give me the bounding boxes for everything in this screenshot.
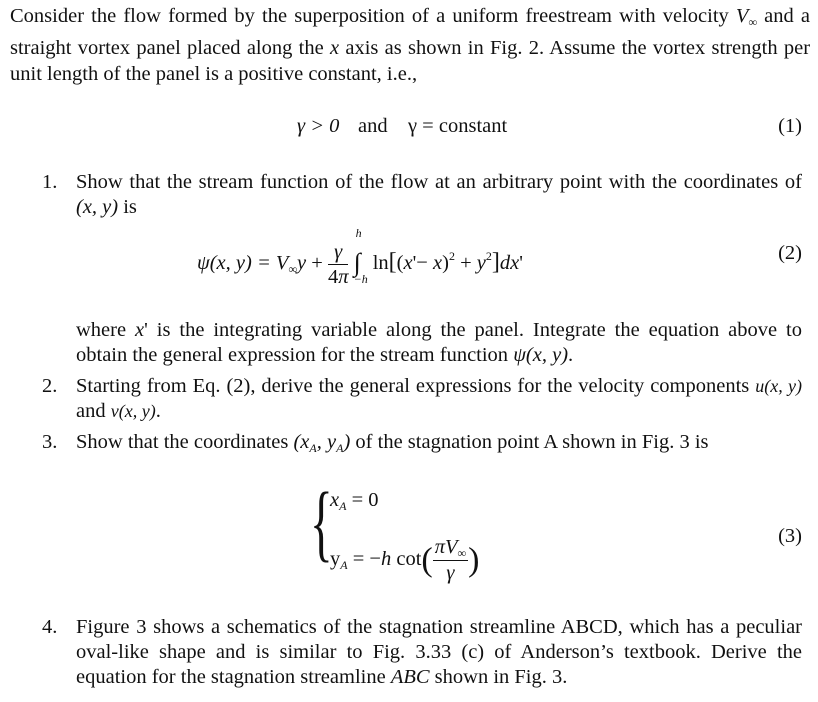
list-item-2: 2. Starting from Eq. (2), derive the general expressions for the velocity components u(x, y) and v(x, y). [42,375,802,422]
left-brace: { [310,474,333,570]
equation-number-1: (1) [778,115,802,137]
list-item-4: 4. Figure 3 shows a schematics of the stagnation streamline ABCD, which has a peculiar oval-like shape and is similar to Fig. 3.33 (c) of Anderson’s textbook. Derive the equation for the stagnation streamline ABC shown in Fig. 3. [42,616,802,688]
equation-2: ψ(x, $y) = V_\infty y$ + $\frac{\gamma}{4\pi}$ h ∫ −h $\ln[(x'- x)^2 + y^2]dx'$ (2) [197,225,802,288]
gamma-over-4pi: $\frac{\gamma}{4\pi}$ [327,241,349,288]
pi-v-over-gamma: $\frac{\pi V_\infty}{\gamma}$ [434,536,467,584]
intro-paragraph: Consider the flow formed by the superposition of a uniform freestream with velocity $V_\infty$ and a straight vortex panel placed along the x axis as shown in Fig. 2. Assume the vortex strength per unit length of the panel is a positive constant, i.e., [10,5,811,85]
list-item-1-continued: where x' is the integrating variable along the panel. Integrate the equation above to obtain the general expression for the stream function ψ(x, y). [76,319,802,366]
integral-sign: h ∫ −h [353,225,368,286]
list-item-3: 3. Show that the coordinates ($x_A$, $y_A$) of the stagnation point A shown in Fig. 3 is [42,431,709,455]
v-infinity-symbol: $V_\infty$ [735,5,758,29]
equation-number-2: (2) [778,242,802,264]
equation-1: γ > 0 and γ = constant (1) [297,115,802,137]
equation-number-3: (3) [778,525,802,547]
x-symbol: x [329,37,340,59]
list-item-1: 1. Show that the stream function of the flow at an arbitrary point with the coordinates of (x, y) is [42,171,802,218]
equation-3: { $x_A = 0$ $y_A = -h$ cot( $\frac{\pi V_\infty}{\gamma}$ ) (3) [310,474,802,584]
